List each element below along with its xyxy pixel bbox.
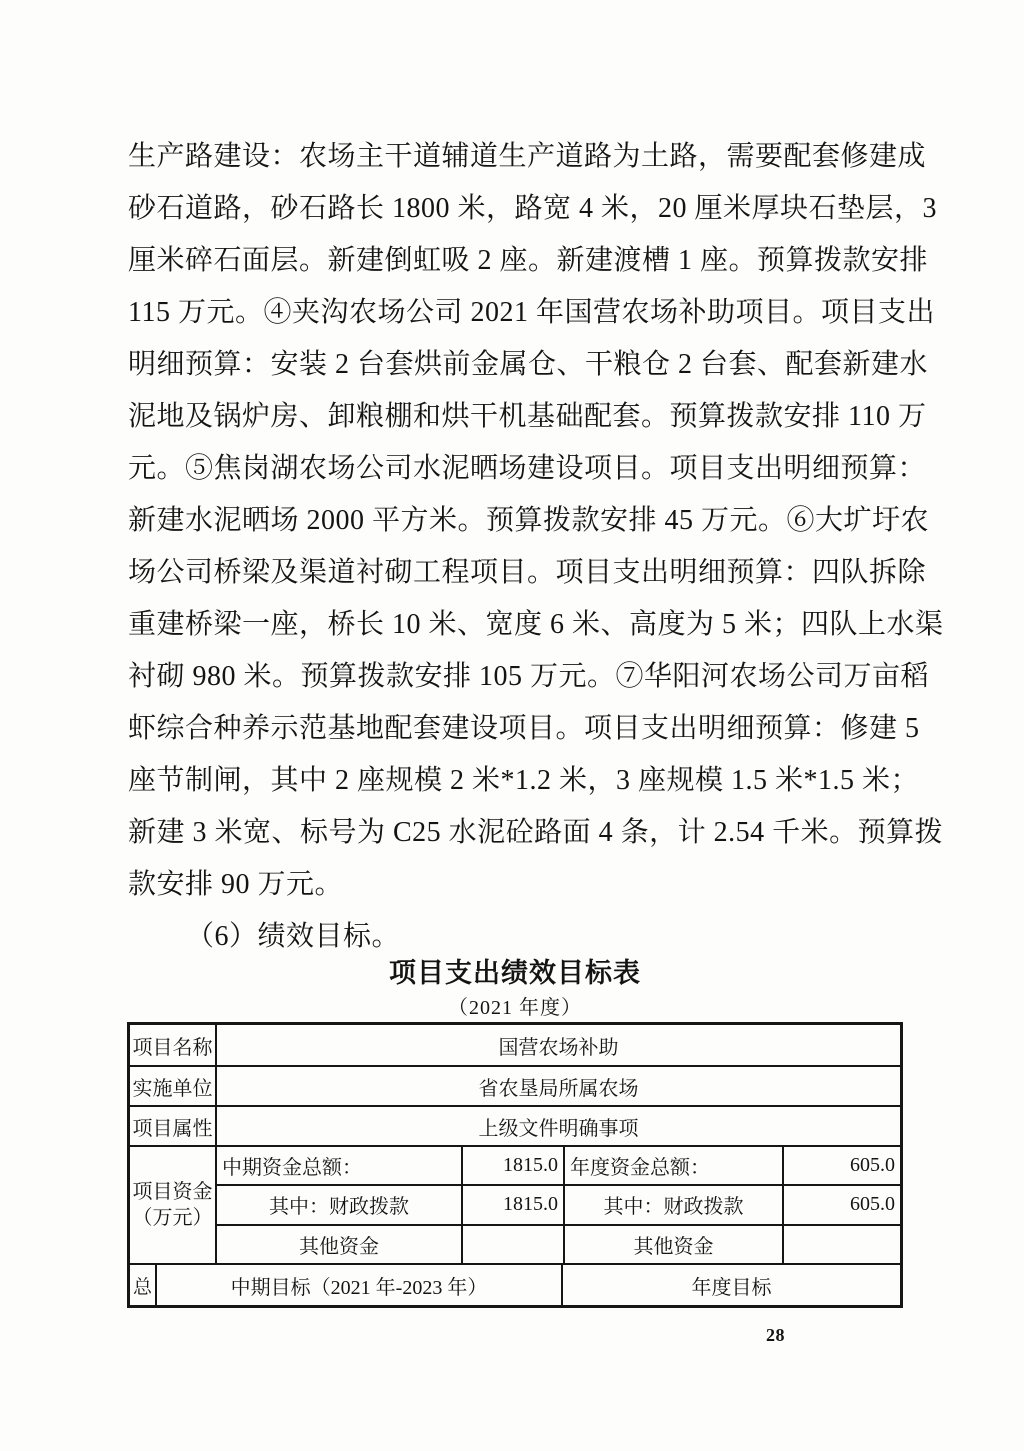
body-line: （6）绩效目标。 (186, 921, 401, 952)
annual-total-value: 605.0 (782, 1147, 900, 1184)
body-line: 衬砌 980 米。预算拨款安排 105 万元。⑦华阳河农场公司万亩稻 (128, 661, 930, 692)
body-line: 新建 3 米宽、标号为 C25 水泥砼路面 4 条，计 2.54 千米。预算拨 (128, 817, 944, 848)
mid-other-value (461, 1226, 563, 1263)
mid-other-label: 其他资金 (299, 1235, 379, 1258)
body-line: 场公司桥梁及渠道衬砌工程项目。项目支出明细预算：四队拆除 (128, 557, 927, 588)
row-implement-unit (130, 1065, 900, 1105)
goals-row-label: 总 (132, 1276, 152, 1298)
mid-fiscal-value: 1815.0 (461, 1186, 563, 1223)
implement-unit-value: 省农垦局所属农场 (215, 1067, 900, 1105)
project-name-value: 国营农场补助 (215, 1025, 900, 1065)
annual-fiscal-label: 其中：财政拨款 (563, 1186, 782, 1223)
body-line: 虾综合种养示范基地配套建设项目。项目支出明细预算：修建 5 (128, 713, 920, 744)
mid-total-label: 中期资金总额： (222, 1157, 362, 1180)
annual-other-label: 其他资金 (563, 1226, 782, 1263)
project-funds-label-line1: 项目资金 (132, 1181, 213, 1203)
row-project-funds (130, 1145, 900, 1263)
annual-fiscal-value: 605.0 (782, 1186, 900, 1223)
body-line: 泥地及锅炉房、卸粮棚和烘干机基础配套。预算拨款安排 110 万 (128, 401, 927, 432)
project-attribute-label: 项目属性 (132, 1117, 213, 1140)
row-project-attribute (130, 1105, 900, 1145)
body-line: 座节制闸，其中 2 座规模 2 米*1.2 米，3 座规模 1.5 米*1.5 米； (128, 765, 920, 796)
body-line: 明细预算：安装 2 台套烘前金属仓、干粮仓 2 台套、配套新建水 (128, 349, 929, 380)
mid-fiscal-label: 其中：财政拨款 (269, 1196, 409, 1219)
body-line: 款安排 90 万元。 (128, 869, 344, 900)
page-number: 28 (766, 1325, 785, 1345)
annual-total-label: 年度资金总额： (563, 1147, 782, 1184)
table-title: 项目支出绩效目标表 (389, 958, 641, 988)
row-goals-header (130, 1263, 900, 1305)
body-text (128, 131, 944, 963)
body-line: 元。⑤焦岗湖农场公司水泥晒场建设项目。项目支出明细预算： (128, 453, 927, 484)
funds-other-row (217, 1224, 900, 1263)
mid-goal-header: 中期目标（2021 年-2023 年） (155, 1265, 561, 1305)
body-line: 重建桥梁一座，桥长 10 米、宽度 6 米、高度为 5 米；四队上水渠 (128, 609, 944, 640)
annual-other-value (782, 1226, 900, 1263)
project-name-label: 项目名称 (132, 1036, 213, 1059)
body-line: 厘米碎石面层。新建倒虹吸 2 座。新建渡槽 1 座。预算拨款安排 (128, 245, 929, 276)
row-project-name (130, 1025, 900, 1065)
table-subtitle: （2021 年度） (448, 997, 582, 1019)
body-line: 生产路建设：农场主干道辅道生产道路为土路，需要配套修建成 (128, 141, 927, 172)
body-line: 新建水泥晒场 2000 平方米。预算拨款安排 45 万元。⑥大圹圩农 (128, 505, 930, 536)
implement-unit-label: 实施单位 (132, 1077, 213, 1100)
project-funds-label-line2: （万元） (132, 1207, 213, 1229)
body-line: 115 万元。④夹沟农场公司 2021 年国营农场补助项目。项目支出 (128, 297, 935, 328)
project-funds-grid (215, 1147, 900, 1263)
mid-total-value: 1815.0 (461, 1147, 563, 1184)
funds-total-row (217, 1147, 900, 1184)
annual-goal-header: 年度目标 (561, 1265, 900, 1305)
project-funds-label (130, 1147, 215, 1263)
project-attribute-value: 上级文件明确事项 (215, 1107, 900, 1145)
performance-target-table (127, 1022, 903, 1308)
funds-fiscal-row (217, 1184, 900, 1223)
body-line: 砂石道路，砂石路长 1800 米，路宽 4 米，20 厘米厚块石垫层，3 (128, 193, 938, 224)
